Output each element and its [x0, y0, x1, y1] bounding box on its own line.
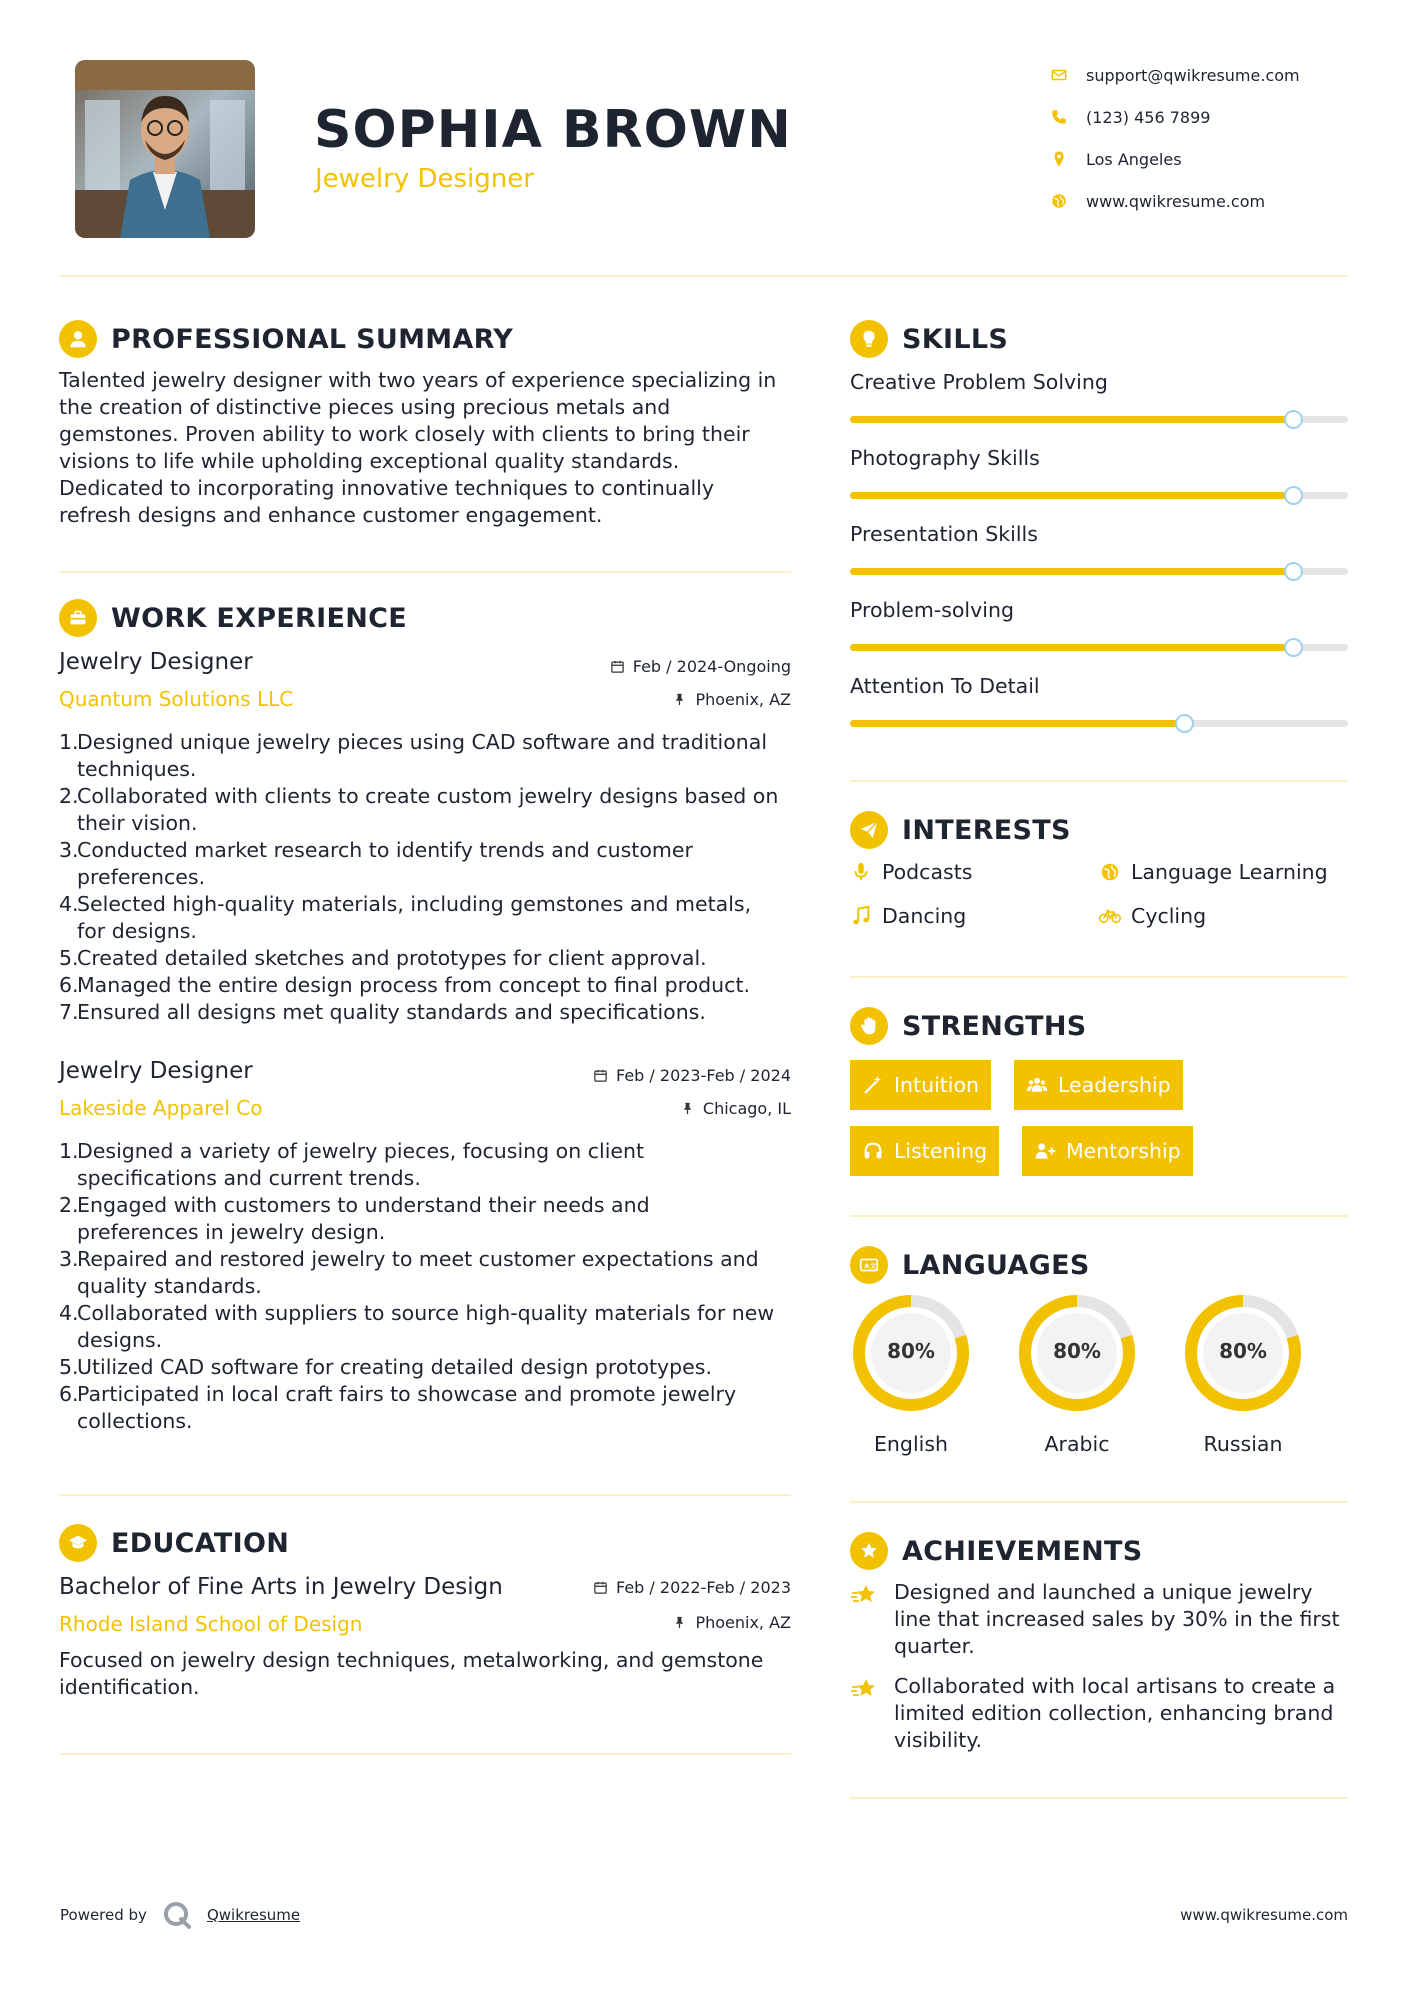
list-item: 5. Created detailed sketches and prototypes for client approval. — [59, 946, 707, 970]
skill-bar-track — [850, 644, 1348, 651]
lightbulb-icon — [850, 320, 888, 358]
skill-bar-fill — [850, 720, 1184, 727]
star-icon — [850, 1581, 878, 1609]
summary-divider — [59, 571, 791, 573]
skills-divider — [850, 780, 1348, 782]
achievement-item: Collaborated with local artisans to create a limited edition collection, enhancing brand visibility. — [850, 1673, 1350, 1754]
contact-phone-text: (123) 456 7899 — [1086, 107, 1211, 127]
summary-line: refresh designs and enhance customer engagement. — [59, 503, 603, 527]
job-duties — [59, 729, 799, 1026]
language-percent: 80% — [1219, 1339, 1267, 1363]
languages-divider — [850, 1501, 1348, 1503]
language-item — [1016, 1292, 1138, 1456]
interests-title: INTERESTS — [902, 814, 1071, 846]
calendar-icon — [593, 1580, 608, 1595]
school-name: Rhode Island School of Design — [59, 1612, 363, 1636]
skill-slider-handle — [1284, 486, 1303, 505]
envelope-icon — [1050, 66, 1068, 84]
list-item: 5. Utilized CAD software for creating detailed design prototypes. — [59, 1355, 712, 1379]
user-plus-icon — [1034, 1140, 1056, 1162]
job-location — [680, 1099, 791, 1118]
interest-dancing: Dancing — [850, 904, 966, 928]
job-date-text: Feb / 2024-Ongoing — [632, 657, 791, 676]
skill-name: Attention To Detail — [850, 674, 1040, 698]
contact-location — [1050, 138, 1380, 180]
job-duties — [59, 1138, 799, 1435]
job-location — [672, 690, 791, 709]
list-item: 3. Repaired and restored jewelry to meet customer expectations and quality standards. — [59, 1247, 759, 1298]
education-location-text: Phoenix, AZ — [695, 1613, 791, 1632]
powered-by-text: Powered by — [60, 1906, 147, 1924]
language-name: Russian — [1203, 1432, 1283, 1456]
education-date-text: Feb / 2022-Feb / 2023 — [616, 1578, 791, 1597]
profile-photo — [75, 60, 255, 238]
skill-bar-track — [850, 492, 1348, 499]
interest-language-learning: Language Learning — [1099, 860, 1328, 884]
language-name: English — [873, 1432, 949, 1456]
summary-line: gemstones. Proven ability to work closely with clients to bring their — [59, 422, 750, 446]
summary-line: Talented jewelry designer with two years of experience specializing in — [59, 368, 777, 392]
summary-line: visions to life while upholding exceptional quality standards. — [59, 449, 680, 473]
languages-title: LANGUAGES — [902, 1249, 1090, 1281]
list-item: 1. Designed unique jewelry pieces using CAD software and traditional techniques. — [59, 730, 768, 781]
job-date-text: Feb / 2023-Feb / 2024 — [616, 1066, 791, 1085]
briefcase-icon — [59, 599, 97, 637]
job-date — [593, 1066, 791, 1085]
job-company: Lakeside Apparel Co — [59, 1096, 263, 1120]
skills-title: SKILLS — [902, 323, 1009, 355]
experience-title: WORK EXPERIENCE — [111, 602, 407, 634]
summary-text — [59, 367, 799, 529]
list-item: 3. Conducted market research to identify trends and customer preferences. — [59, 838, 693, 889]
footer-brand-link[interactable]: Qwikresume — [206, 1906, 301, 1924]
job-title: Jewelry Designer — [59, 1058, 253, 1084]
achievement-item: Designed and launched a unique jewelry line that increased sales by 30% in the first quarter. — [850, 1579, 1350, 1660]
microphone-icon — [850, 861, 872, 883]
language-percent: 80% — [887, 1339, 935, 1363]
languages-header — [850, 1246, 1090, 1284]
summary-line: Dedicated to incorporating innovative techniques to continually — [59, 476, 714, 500]
summary-line: the creation of distinctive pieces using precious metals and — [59, 395, 671, 419]
degree-title: Bachelor of Fine Arts in Jewelry Design — [59, 1574, 503, 1600]
contact-website-text: www.qwikresume.com — [1086, 191, 1266, 211]
achievements-title: ACHIEVEMENTS — [902, 1535, 1143, 1567]
strengths-header — [850, 1007, 1087, 1045]
list-item: 6. Participated in local craft fairs to showcase and promote jewelry collections. — [59, 1382, 737, 1433]
skill-bar-fill — [850, 644, 1293, 651]
education-location — [672, 1613, 791, 1632]
experience-divider — [59, 1494, 791, 1496]
language-icon — [850, 1246, 888, 1284]
contact-location-text: Los Angeles — [1086, 149, 1182, 169]
footer-powered-by — [60, 1899, 300, 1931]
language-name: Arabic — [1044, 1432, 1110, 1456]
language-percent: 80% — [1053, 1339, 1101, 1363]
graduation-icon — [59, 1524, 97, 1562]
skill-slider-handle — [1284, 638, 1303, 657]
skill-name: Problem-solving — [850, 598, 1014, 622]
interests-divider — [850, 976, 1348, 978]
strengths-divider — [850, 1215, 1348, 1217]
award-icon — [850, 1532, 888, 1570]
job-title: Jewelry Designer — [59, 649, 253, 675]
education-date — [593, 1578, 791, 1597]
contact-phone[interactable] — [1050, 96, 1380, 138]
interest-podcasts: Podcasts — [850, 860, 972, 884]
user-icon — [59, 320, 97, 358]
language-item — [850, 1292, 972, 1456]
pushpin-icon — [680, 1101, 695, 1116]
users-icon — [1026, 1074, 1048, 1096]
skill-slider-handle — [1284, 562, 1303, 581]
skill-bar-track — [850, 720, 1348, 727]
qwikresume-logo-icon — [161, 1899, 193, 1931]
contact-website[interactable] — [1050, 180, 1380, 222]
skill-name: Presentation Skills — [850, 522, 1038, 546]
strength-tag-intuition: Intuition — [850, 1060, 991, 1110]
svg-text:A: A — [864, 1262, 870, 1271]
contact-email[interactable] — [1050, 54, 1380, 96]
paper-plane-icon — [850, 811, 888, 849]
job-company: Quantum Solutions LLC — [59, 687, 294, 711]
calendar-icon — [593, 1068, 608, 1083]
footer-website-link[interactable]: www.qwikresume.com — [1180, 1906, 1348, 1924]
list-item: 7. Ensured all designs met quality standards and specifications. — [59, 1000, 706, 1024]
strength-tag-listening: Listening — [850, 1126, 999, 1176]
job-entry — [59, 1054, 791, 1134]
achievements-divider — [850, 1797, 1348, 1799]
skill-slider-handle — [1284, 410, 1303, 429]
education-header — [59, 1524, 289, 1562]
contact-list — [1050, 54, 1380, 222]
achievements-header — [850, 1532, 1143, 1570]
list-item: 4. Collaborated with suppliers to source high-quality materials for new designs. — [59, 1301, 775, 1352]
list-item: 2. Engaged with customers to understand their needs and preferences in jewelry design. — [59, 1193, 650, 1244]
headphones-icon — [862, 1140, 884, 1162]
candidate-role: Jewelry Designer — [315, 164, 534, 194]
skill-name: Photography Skills — [850, 446, 1040, 470]
globe-icon — [1050, 192, 1068, 210]
skill-bar-fill — [850, 492, 1293, 499]
skill-bar-fill — [850, 568, 1293, 575]
pushpin-icon — [672, 692, 687, 707]
map-pin-icon — [1050, 150, 1068, 168]
job-location-text: Chicago, IL — [702, 1099, 791, 1118]
magic-wand-icon — [862, 1074, 884, 1096]
header-divider — [59, 275, 1348, 277]
list-item: 6. Managed the entire design process from concept to final product. — [59, 973, 750, 997]
bicycle-icon — [1099, 905, 1121, 927]
list-item: 4. Selected high-quality materials, including gemstones and metals, for designs. — [59, 892, 752, 943]
list-item: 2. Collaborated with clients to create custom jewelry designs based on their vision. — [59, 784, 779, 835]
skills-header — [850, 320, 1008, 358]
calendar-icon — [610, 659, 625, 674]
job-date — [610, 657, 791, 676]
svg-text:文: 文 — [869, 1262, 877, 1271]
education-title: EDUCATION — [111, 1527, 290, 1559]
phone-icon — [1050, 108, 1068, 126]
music-note-icon — [850, 905, 872, 927]
experience-header — [59, 599, 407, 637]
star-icon — [850, 1675, 878, 1703]
skill-bar-track — [850, 416, 1348, 423]
interests-header — [850, 811, 1071, 849]
education-description: Focused on jewelry design techniques, metalworking, and gemstone identification. — [59, 1648, 764, 1699]
candidate-name: SOPHIA BROWN — [314, 100, 792, 160]
pushpin-icon — [672, 1615, 687, 1630]
skill-bar-track — [850, 568, 1348, 575]
hand-icon — [850, 1007, 888, 1045]
skill-bar-fill — [850, 416, 1293, 423]
skill-name: Creative Problem Solving — [850, 370, 1108, 394]
strength-tag-mentorship: Mentorship — [1022, 1126, 1193, 1176]
contact-email-text: support@qwikresume.com — [1086, 65, 1300, 85]
education-divider — [59, 1753, 791, 1755]
strengths-title: STRENGTHS — [902, 1010, 1087, 1042]
job-location-text: Phoenix, AZ — [695, 690, 791, 709]
summary-header — [59, 320, 513, 358]
globe-icon — [1099, 861, 1121, 883]
skill-slider-handle — [1175, 714, 1194, 733]
strength-tag-leadership: Leadership — [1014, 1060, 1183, 1110]
language-item — [1182, 1292, 1304, 1456]
education-entry — [59, 1570, 791, 1650]
interest-cycling: Cycling — [1099, 904, 1206, 928]
list-item: 1. Designed a variety of jewelry pieces, focusing on client specifications and current trends. — [59, 1139, 645, 1190]
summary-title: PROFESSIONAL SUMMARY — [111, 323, 514, 355]
